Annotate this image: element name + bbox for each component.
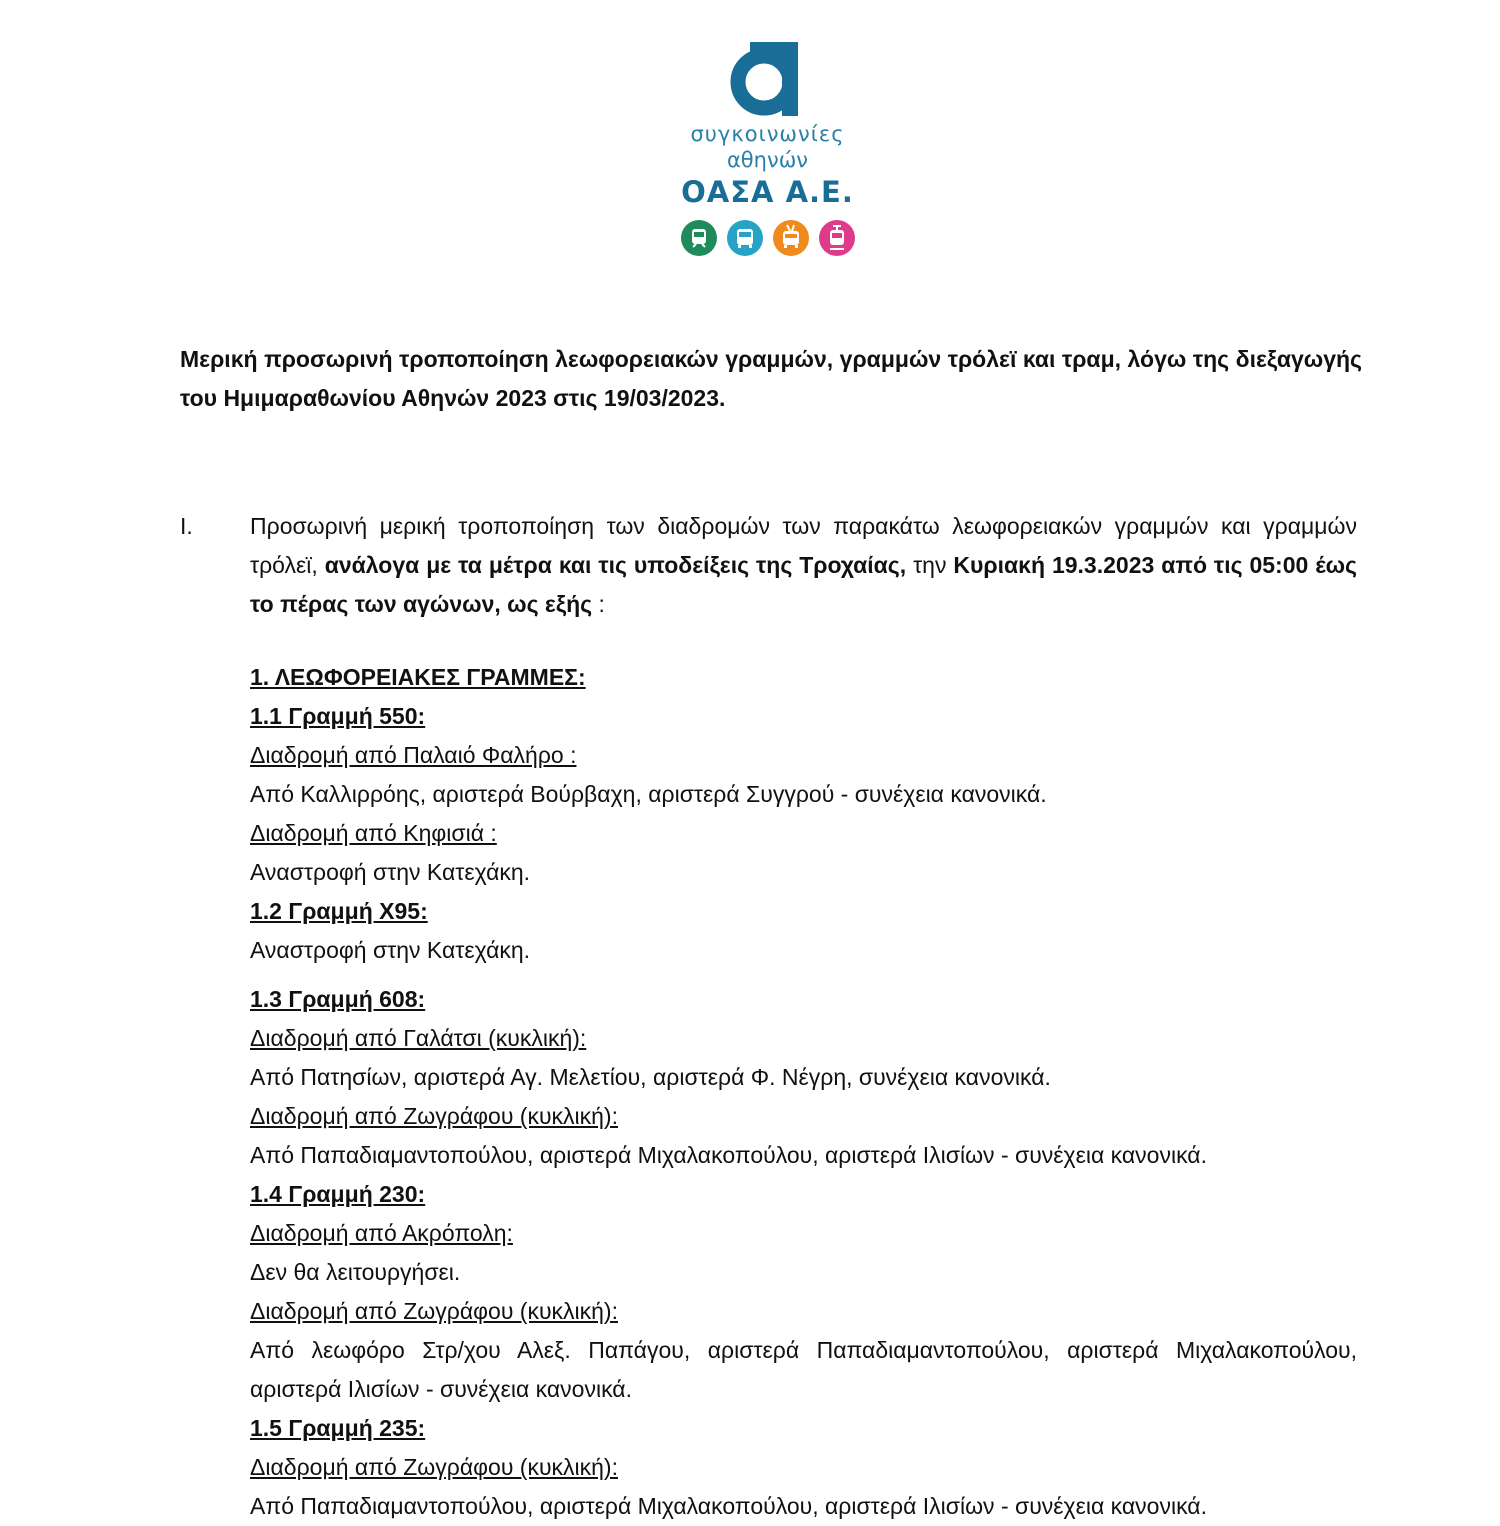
section-i-text-part2: την xyxy=(906,552,954,578)
line-230-route1-text: Δεν θα λειτουργήσει. xyxy=(250,1259,461,1285)
logo-text-line2: αθηνών xyxy=(726,148,809,172)
line-230-route1-label: Διαδρομή από Ακρόπολη: xyxy=(250,1220,513,1246)
metro-icon xyxy=(681,220,717,256)
line-230-route2-text: Από λεωφόρο Στρ/χου Αλεξ. Παπάγου, αριστερά Παπαδιαμαντοπούλου, αριστερά Μιχαλακοπούλου, αριστερά Ιλισίων - συνέχεια κανονικά. xyxy=(250,1337,1357,1402)
line-x95-heading: 1.2 Γραμμή Χ95: xyxy=(250,898,428,924)
line-550-route2-text: Αναστροφή στην Κατεχάκη. xyxy=(250,859,531,885)
alpha-logo-icon xyxy=(730,40,810,120)
logo-text-line3: ΟΑΣΑ Α.Ε. xyxy=(681,175,854,209)
section-i-text-bold1: ανάλογα με τα μέτρα και τις υποδείξεις της Τροχαίας, xyxy=(324,552,907,578)
line-608-route2-label: Διαδρομή από Ζωγράφου (κυκλική): xyxy=(250,1103,618,1129)
section-i-text-bold2: Κυριακή 19.3.2023 από τις 05:00 έως το πέρας των αγώνων, ως εξής xyxy=(250,552,1358,617)
line-235-route1-text: Από Παπαδιαμαντοπούλου, αριστερά Μιχαλακοπούλου, αριστερά Ιλισίων - συνέχεια κανονικά. xyxy=(250,1493,1207,1519)
line-550-route1-label: Διαδρομή από Παλαιό Φαλήρο : xyxy=(250,742,577,768)
trolley-icon xyxy=(773,220,809,256)
bus-icon xyxy=(727,220,763,256)
line-x95-text: Αναστροφή στην Κατεχάκη. xyxy=(250,937,531,963)
tram-icon xyxy=(819,220,855,256)
oasa-logo xyxy=(675,40,860,260)
document-content xyxy=(180,340,1362,1519)
logo-text-line1: συγκοινωνίες xyxy=(690,122,845,146)
line-230-route2-label: Διαδρομή από Ζωγράφου (κυκλική): xyxy=(250,1298,618,1324)
document-title: Μερική προσωρινή τροποποίηση λεωφορειακών γραμμών, γραμμών τρόλεϊ και τραμ, λόγω της διεξαγωγής του Ημιμαραθωνίου Αθηνών 2023 στις 19/03/2023. xyxy=(180,346,1362,411)
line-550-route1-text: Από Καλλιρρόης, αριστερά Βούρβαχη, αριστερά Συγγρού - συνέχεια κανονικά. xyxy=(250,781,1047,807)
line-608-route1-text: Από Πατησίων, αριστερά Αγ. Μελετίου, αριστερά Φ. Νέγρη, συνέχεια κανονικά. xyxy=(250,1064,1051,1090)
line-235-heading: 1.5 Γραμμή 235: xyxy=(250,1415,426,1441)
line-550-heading: 1.1 Γραμμή 550: xyxy=(250,703,426,729)
section-i-text-part1: Προσωρινή μερική τροποποίηση των διαδρομών των παρακάτω λεωφορειακών γραμμών και γραμμών τρόλεϊ, xyxy=(250,513,1357,578)
transport-icons xyxy=(681,220,856,256)
line-608-heading: 1.3 Γραμμή 608: xyxy=(250,986,426,1012)
line-608-route2-text: Από Παπαδιαμαντοπούλου, αριστερά Μιχαλακοπούλου, αριστερά Ιλισίων - συνέχεια κανονικά. xyxy=(250,1142,1207,1168)
line-550-route2-label: Διαδρομή από Κηφισιά : xyxy=(250,820,497,846)
bus-lines-heading: 1. ΛΕΩΦΟΡΕΙΑΚΕΣ ΓΡΑΜΜΕΣ: xyxy=(250,664,586,690)
section-i-number: I. xyxy=(180,513,193,539)
line-235-route1-label: Διαδρομή από Ζωγράφου (κυκλική): xyxy=(250,1454,618,1480)
line-230-heading: 1.4 Γραμμή 230: xyxy=(250,1181,426,1207)
section-i-paragraph xyxy=(250,507,1357,624)
line-608-route1-label: Διαδρομή από Γαλάτσι (κυκλική): xyxy=(250,1025,587,1051)
section-i-text-part3: : xyxy=(592,591,605,617)
bus-lines-section xyxy=(250,658,1357,1526)
